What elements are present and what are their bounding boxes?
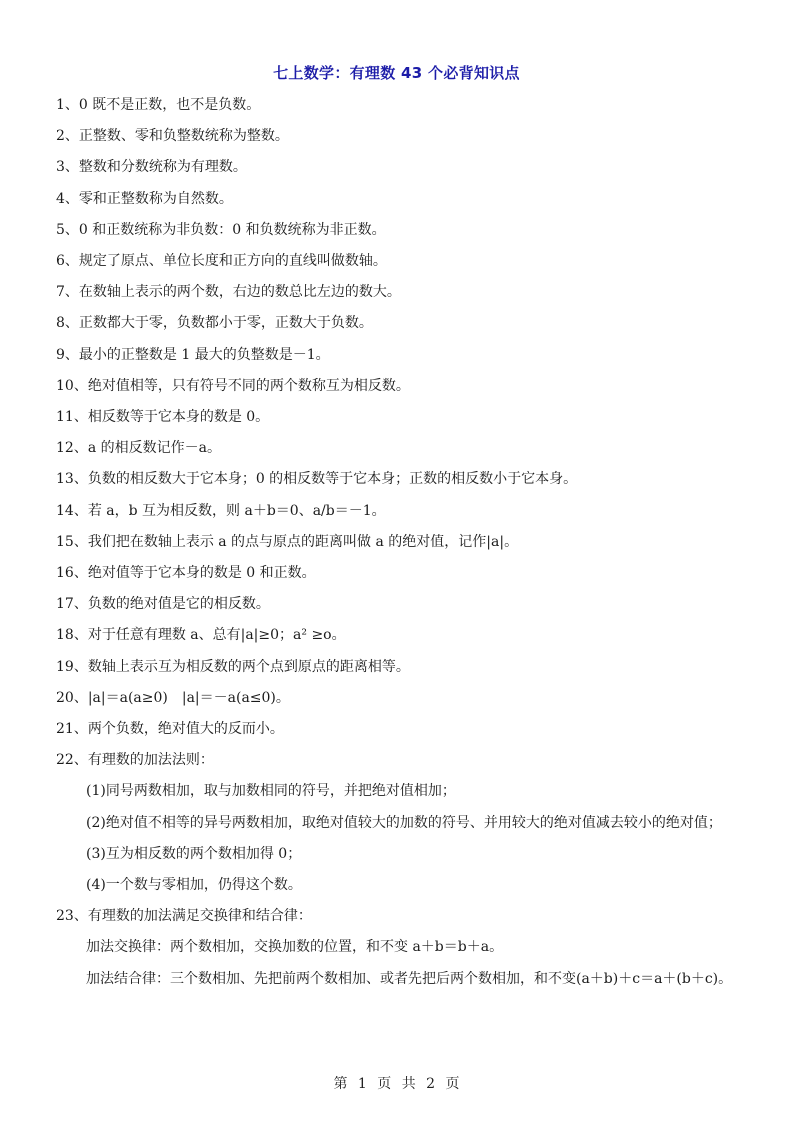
list-item: 23、有理数的加法满足交换律和结合律： (56, 908, 312, 925)
list-item: 13、负数的相反数大于它本身；0 的相反数等于它本身；正数的相反数小于它本身。 (56, 471, 578, 488)
sub-item: (1)同号两数相加，取与加数相同的符号，并把绝对值相加； (86, 783, 456, 800)
sub-item: (2)绝对值不相等的异号两数相加，取绝对值较大的加数的符号、并用较大的绝对值减去较小的绝对值； (86, 814, 722, 831)
list-item: 16、绝对值等于它本身的数是 0 和正数。 (56, 565, 316, 582)
list-item: 19、数轴上表示互为相反数的两个点到原点的距离相等。 (56, 658, 410, 675)
page-number: 第 1 页 共 2 页 (333, 1076, 460, 1092)
sub-item: (3)互为相反数的两个数相加得 0； (86, 845, 302, 862)
list-item: 9、最小的正整数是 1 最大的负整数是－1。 (56, 346, 330, 363)
list-item: 5、0 和正数统称为非负数：0 和负数统称为非正数。 (56, 221, 386, 238)
list-item: 15、我们把在数轴上表示 a 的点与原点的距离叫做 a 的绝对值，记作|a|。 (56, 533, 519, 550)
list-item: 7、在数轴上表示的两个数，右边的数总比左边的数大。 (56, 284, 401, 301)
list-item: 1、0 既不是正数，也不是负数。 (56, 97, 261, 113)
list-item: 8、正数都大于零，负数都小于零，正数大于负数。 (56, 315, 373, 332)
list-item: 17、负数的绝对值是它的相反数。 (56, 596, 270, 613)
list-item: 21、两个负数，绝对值大的反而小。 (56, 721, 284, 738)
list-item: 10、绝对值相等，只有符号不同的两个数称互为相反数。 (56, 377, 410, 394)
list-item: 3、整数和分数统称为有理数。 (56, 159, 247, 176)
sub-item: 加法交换律：两个数相加，交换加数的位置，和不变 a＋b＝b＋a。 (86, 939, 504, 956)
list-item: 4、零和正整数称为自然数。 (56, 190, 233, 207)
list-item: 11、相反数等于它本身的数是 0。 (56, 409, 270, 426)
sub-item: 加法结合律：三个数相加、先把前两个数相加、或者先把后两个数相加，和不变(a＋b)＋c＝a＋(b＋c)。 (86, 970, 733, 987)
list-item: 22、有理数的加法法则： (56, 752, 214, 769)
list-item: 14、若 a，b 互为相反数，则 a＋b＝0、a/b＝－1。 (56, 502, 386, 519)
sub-item: (4)一个数与零相加，仍得这个数。 (86, 877, 302, 894)
document-title: 七上数学：有理数 43 个必背知识点 (273, 64, 520, 82)
knowledge-list (56, 90, 746, 995)
list-item: 18、对于任意有理数 a、总有|a|≥0；a² ≥o。 (56, 627, 346, 644)
list-item: 6、规定了原点、单位长度和正方向的直线叫做数轴。 (56, 253, 387, 270)
list-item: 20、|a|＝a(a≥0) |a|＝－a(a≤0)。 (56, 689, 290, 706)
list-item: 12、a 的相反数记作－a。 (56, 440, 221, 457)
list-item: 2、正整数、零和负整数统称为整数。 (56, 128, 289, 145)
